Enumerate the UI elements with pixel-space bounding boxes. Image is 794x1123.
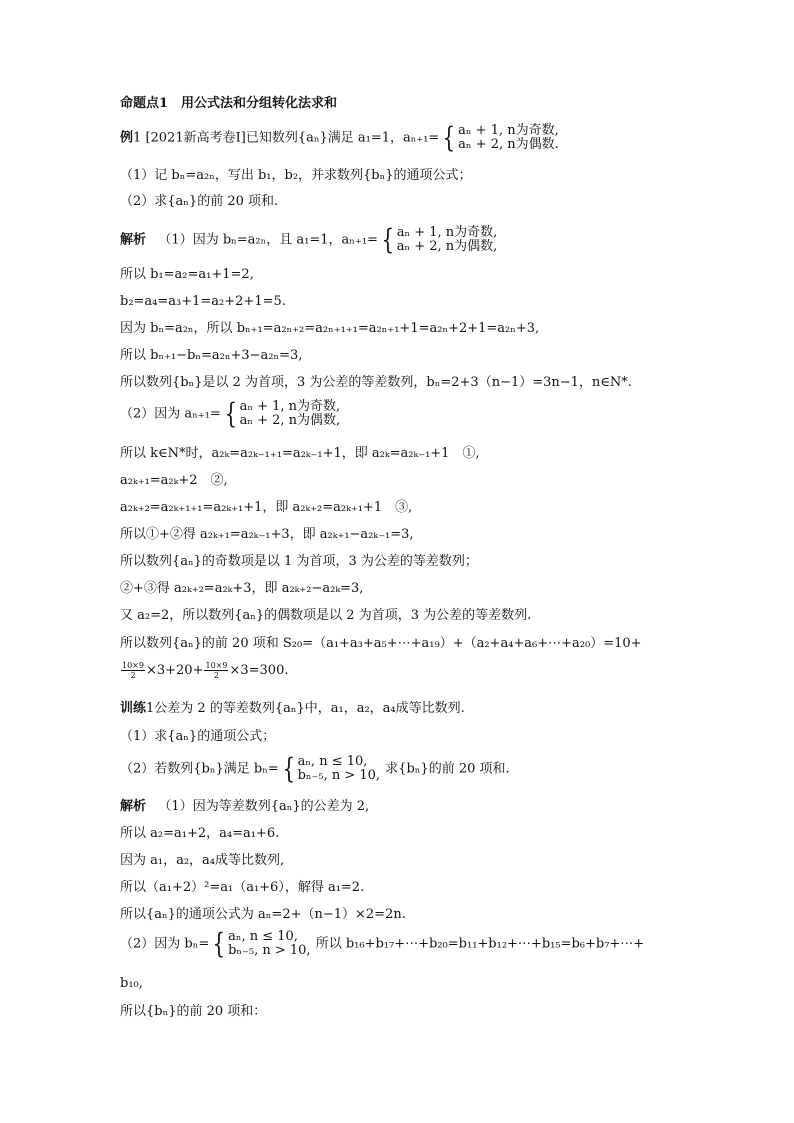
piecewise-case-2: aₙ + 2, n为偶数, xyxy=(396,239,498,254)
solution-1-line-8: a₂ₖ₊₁=a₂ₖ+2 ②, xyxy=(120,473,228,488)
example-number: 1 xyxy=(133,130,142,146)
section-title: 命题点1 用公式法和分组转化法求和 xyxy=(120,96,338,111)
fraction-numerator: 10×9 xyxy=(122,661,144,670)
piecewise-brace: { aₙ + 1, n为奇数, aₙ + 2, n为偶数, xyxy=(224,397,341,430)
solution-1-line-7: 所以 k∈N*时，a₂ₖ=a₂ₖ₋₁₊₁=a₂ₖ₋₁+1，即 a₂ₖ=a₂ₖ₋₁+1 ①, xyxy=(120,446,480,461)
training-text: 公差为 2 的等差数列{aₙ}中，a₁，a₂，a₄成等比数列. xyxy=(154,701,465,716)
solution-label: 解析 xyxy=(120,799,147,814)
training-number: 1 xyxy=(146,701,155,716)
solution-2-line-5-end: 所以 b₁₆+b₁₇+⋯+b₂₀=b₁₁+b₁₂+⋯+b₁₅=b₆+b₇+⋯+ xyxy=(315,936,645,952)
solution-1-line-11: 所以数列{aₙ}的奇数项是以 1 为首项，3 为公差的等差数列； xyxy=(120,554,478,569)
solution-2-line-4: 所以{aₙ}的通项公式为 aₙ=2+（n−1）×2=2n. xyxy=(120,907,406,922)
solution-2-line-3: 所以（a₁+2）²=a₁（a₁+6），解得 a₁=2. xyxy=(120,880,365,895)
fraction-numerator: 10×9 xyxy=(205,661,228,670)
solution-label: 解析 xyxy=(120,232,147,248)
example-intro: 已知数列{aₙ}满足 a₁=1，aₙ₊₁= xyxy=(245,130,440,146)
solution-1-text: （1）因为 bₙ=a₂ₙ，且 a₁=1，aₙ₊₁= xyxy=(158,232,378,248)
piecewise-case-2: bₙ₋₅, n > 10, xyxy=(228,943,311,958)
example-label: 例 xyxy=(120,130,134,146)
piecewise-case-2: aₙ + 2, n为偶数, xyxy=(239,413,341,428)
solution-1-line-4: 所以 bₙ₊₁−bₙ=a₂ₙ+3−a₂ₙ=3, xyxy=(120,348,303,363)
training-question-1: （1）求{aₙ}的通项公式； xyxy=(120,729,276,744)
solution-1-line-9: a₂ₖ₊₂=a₂ₖ₊₁₊₁=a₂ₖ₊₁+1，即 a₂ₖ₊₂=a₂ₖ₊₁+1 ③, xyxy=(120,500,413,515)
solution-2-line-5-text: （2）因为 bₙ= xyxy=(120,936,210,952)
piecewise-case-1: aₙ, n ≤ 10, xyxy=(228,929,298,944)
solution-1-line-5: 所以数列{bₙ}是以 2 为首项，3 为公差的等差数列，bₙ=2+3（n−1）=3n−1，n∈N*. xyxy=(120,375,632,390)
solution-1-line-6 xyxy=(120,397,341,430)
fraction-denominator: 2 xyxy=(130,671,136,680)
solution-1-line-3: 因为 bₙ=a₂ₙ，所以 bₙ₊₁=a₂ₙ₊₂=a₂ₙ₊₁₊₁=a₂ₙ₊₁+1=a₂ₙ+2+1=a₂ₙ+3, xyxy=(120,321,540,336)
solution-1-line-15-mid: ×3+20+ xyxy=(145,663,204,678)
solution-1-line-10: 所以①+②得 a₂ₖ₊₁=a₂ₖ₋₁+3，即 a₂ₖ₊₁−a₂ₖ₋₁=3, xyxy=(120,527,414,542)
solution-1-line-6-text: （2）因为 aₙ₊₁= xyxy=(120,406,221,422)
training-question-2 xyxy=(120,752,510,785)
solution-2-line-0 xyxy=(120,799,369,815)
fraction xyxy=(121,661,145,680)
training-question-2-text: （2）若数列{bₙ}满足 bₙ= xyxy=(120,761,279,777)
piecewise-case-2: bₙ₋₅, n > 10, xyxy=(297,768,381,783)
piecewise-brace: { aₙ, n ≤ 10, bₙ₋₅, n > 10, xyxy=(282,752,381,785)
solution-1-line-15-end: ×3=300. xyxy=(229,663,289,678)
piecewise-brace: { aₙ + 1, n为奇数, aₙ + 2, n为偶数, xyxy=(381,223,498,256)
solution-1-line-13: 又 a₂=2，所以数列{aₙ}的偶数项是以 2 为首项，3 为公差的等差数列. xyxy=(120,608,532,623)
solution-1-line-2: b₂=a₄=a₃+1=a₂+2+1=5. xyxy=(120,294,286,309)
example-1-statement xyxy=(120,121,560,154)
solution-1-line-1: 所以 b₁=a₂=a₁+1=2, xyxy=(120,267,254,282)
solution-2-text: （1）因为等差数列{aₙ}的公差为 2, xyxy=(158,799,370,814)
piecewise-case-2: aₙ + 2, n为偶数. xyxy=(458,137,559,152)
example-question-2: （2）求{aₙ}的前 20 项和. xyxy=(120,194,279,209)
piecewise-brace: { aₙ + 1, n为奇数, aₙ + 2, n为偶数. xyxy=(443,121,559,154)
example-source: [2021新高考卷Ⅰ] xyxy=(145,130,246,146)
solution-2-line-7: 所以{bₙ}的前 20 项和： xyxy=(120,1004,267,1019)
fraction xyxy=(204,661,228,680)
fraction-denominator: 2 xyxy=(213,671,220,680)
piecewise-case-1: aₙ + 1, n为奇数, xyxy=(396,225,498,240)
solution-2-line-2: 因为 a₁，a₂，a₄成等比数列, xyxy=(120,853,285,868)
training-1-statement xyxy=(120,701,465,717)
solution-1-line-14: 所以数列{aₙ}的前 20 项和 S₂₀=（a₁+a₃+a₅+⋯+a₁₉）+（a₂+a₄+a₆+⋯+a₂₀）=10+ xyxy=(120,636,642,651)
piecewise-case-1: aₙ + 1, n为奇数, xyxy=(239,399,341,414)
piecewise-brace: { aₙ, n ≤ 10, bₙ₋₅, n > 10, xyxy=(212,927,311,960)
training-question-2-end: 求{bₙ}的前 20 项和. xyxy=(385,761,510,777)
piecewise-case-1: aₙ, n ≤ 10, xyxy=(297,754,368,769)
training-label: 训练 xyxy=(120,701,147,716)
solution-1-line-15 xyxy=(120,661,288,680)
solution-2-line-5 xyxy=(120,927,645,960)
example-question-1: （1）记 bₙ=a₂ₙ，写出 b₁，b₂，并求数列{bₙ}的通项公式； xyxy=(120,168,472,183)
piecewise-case-1: aₙ + 1, n为奇数, xyxy=(458,123,559,138)
solution-1-line-12: ②+③得 a₂ₖ₊₂=a₂ₖ+3，即 a₂ₖ₊₂−a₂ₖ=3, xyxy=(120,581,364,596)
solution-1-line-0 xyxy=(120,223,498,256)
solution-2-line-1: 所以 a₂=a₁+2，a₄=a₁+6. xyxy=(120,826,280,841)
solution-2-line-6: b₁₀, xyxy=(120,976,143,991)
